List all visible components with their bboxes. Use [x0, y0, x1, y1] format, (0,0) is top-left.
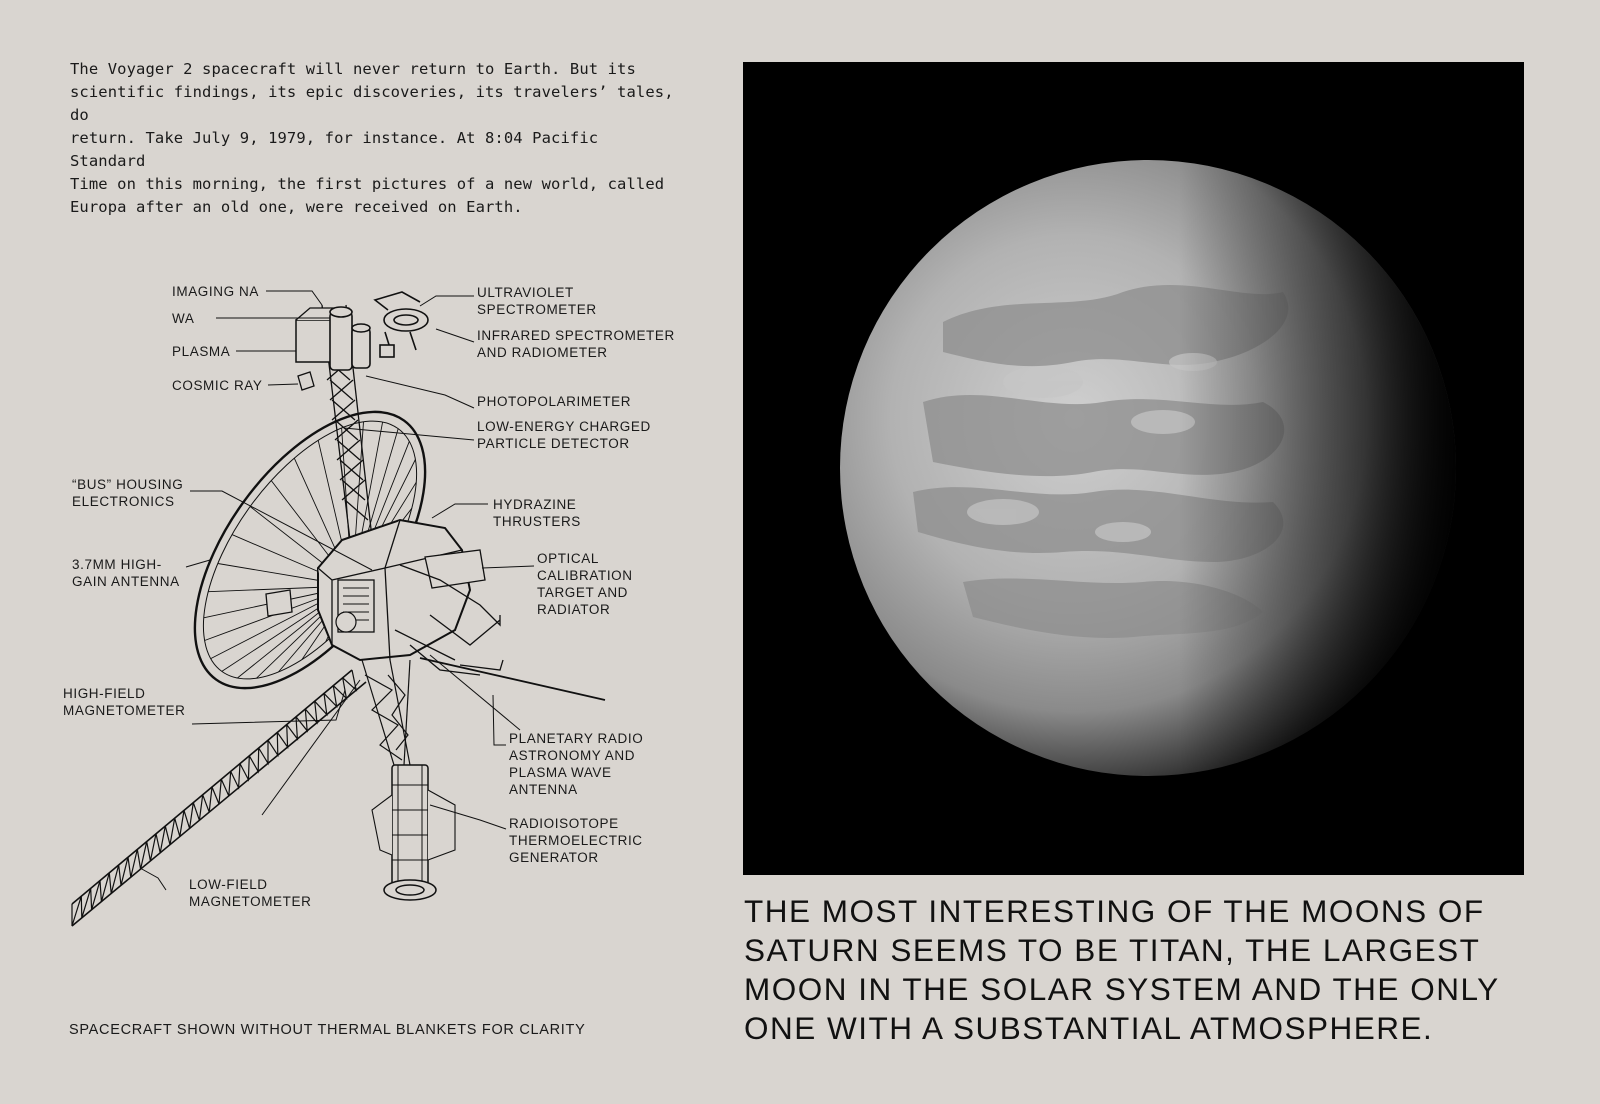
- label-high-gain-antenna: 3.7MM HIGH-: [72, 557, 162, 572]
- pull-quote-line: SATURN SEEMS TO BE TITAN, THE LARGEST: [744, 932, 1481, 968]
- label-radioisotope-generator: GENERATOR: [509, 850, 599, 865]
- label-low-field-magnetometer: MAGNETOMETER: [189, 894, 312, 909]
- titan-photo: [743, 62, 1524, 875]
- label-infrared-spectrometer: AND RADIOMETER: [477, 345, 608, 360]
- label-bus-housing: “BUS” HOUSING: [72, 477, 184, 492]
- label-infrared-spectrometer: INFRARED SPECTROMETER: [477, 328, 675, 343]
- pull-quote-line: THE MOST INTERESTING OF THE MOONS OF: [744, 893, 1485, 929]
- voyager-spacecraft-diagram: [0, 250, 720, 950]
- label-radioisotope-generator: THERMOELECTRIC: [509, 833, 643, 848]
- radio-antennas: [420, 655, 605, 730]
- label-low-energy-detector: LOW-ENERGY CHARGED: [477, 419, 651, 434]
- label-planetary-radio: ASTRONOMY AND: [509, 748, 636, 763]
- label-high-field-magnetometer: MAGNETOMETER: [63, 703, 186, 718]
- intro-line: scientific findings, its epic discoveries, its travelers’ tales, do: [70, 83, 674, 124]
- spacecraft-bus: [318, 520, 470, 660]
- diagram-caption: SPACECRAFT SHOWN WITHOUT THERMAL BLANKETS FOR CLARITY: [69, 1022, 586, 1038]
- label-optical-calibration: RADIATOR: [537, 602, 611, 617]
- intro-line: Time on this morning, the first pictures of a new world, called: [70, 175, 665, 193]
- pull-quote-line: ONE WITH A SUBSTANTIAL ATMOSPHERE.: [744, 1010, 1434, 1046]
- label-bus-housing: ELECTRONICS: [72, 494, 175, 509]
- scan-platform: [296, 292, 428, 370]
- label-optical-calibration: OPTICAL: [537, 551, 599, 566]
- intro-line: return. Take July 9, 1979, for instance. At 8:04 Pacific Standard: [70, 129, 599, 170]
- label-hydrazine-thrusters: THRUSTERS: [493, 514, 581, 529]
- intro-line: Europa after an old one, were received on Earth.: [70, 198, 523, 216]
- pull-quote-line: MOON IN THE SOLAR SYSTEM AND THE ONLY: [744, 971, 1500, 1007]
- label-photopolarimeter: PHOTOPOLARIMETER: [477, 394, 632, 409]
- label-planetary-radio: PLANETARY RADIO: [509, 731, 644, 746]
- label-optical-calibration: CALIBRATION: [537, 568, 633, 583]
- label-plasma: PLASMA: [172, 344, 231, 359]
- intro-paragraph: [70, 58, 680, 219]
- rtg-unit: [372, 765, 455, 900]
- moon-disc: [840, 160, 1456, 776]
- label-planetary-radio: ANTENNA: [509, 782, 578, 797]
- label-low-energy-detector: PARTICLE DETECTOR: [477, 436, 630, 451]
- label-ultraviolet-spectrometer: SPECTROMETER: [477, 302, 597, 317]
- intro-line: The Voyager 2 spacecraft will never return to Earth. But its: [70, 60, 636, 78]
- label-cosmic-ray: COSMIC RAY: [172, 378, 263, 393]
- pull-quote: [744, 892, 1544, 1048]
- label-imaging-na: IMAGING NA: [172, 284, 260, 299]
- titan-moon-image: [743, 62, 1524, 875]
- label-low-field-magnetometer: LOW-FIELD: [189, 877, 268, 892]
- label-optical-calibration: TARGET AND: [537, 585, 629, 600]
- label-high-gain-antenna: GAIN ANTENNA: [72, 574, 180, 589]
- label-hydrazine-thrusters: HYDRAZINE: [493, 497, 577, 512]
- label-radioisotope-generator: RADIOISOTOPE: [509, 816, 619, 831]
- label-ultraviolet-spectrometer: ULTRAVIOLET: [477, 285, 574, 300]
- label-high-field-magnetometer: HIGH-FIELD: [63, 686, 146, 701]
- label-wa: WA: [172, 311, 195, 326]
- label-planetary-radio: PLASMA WAVE: [509, 765, 612, 780]
